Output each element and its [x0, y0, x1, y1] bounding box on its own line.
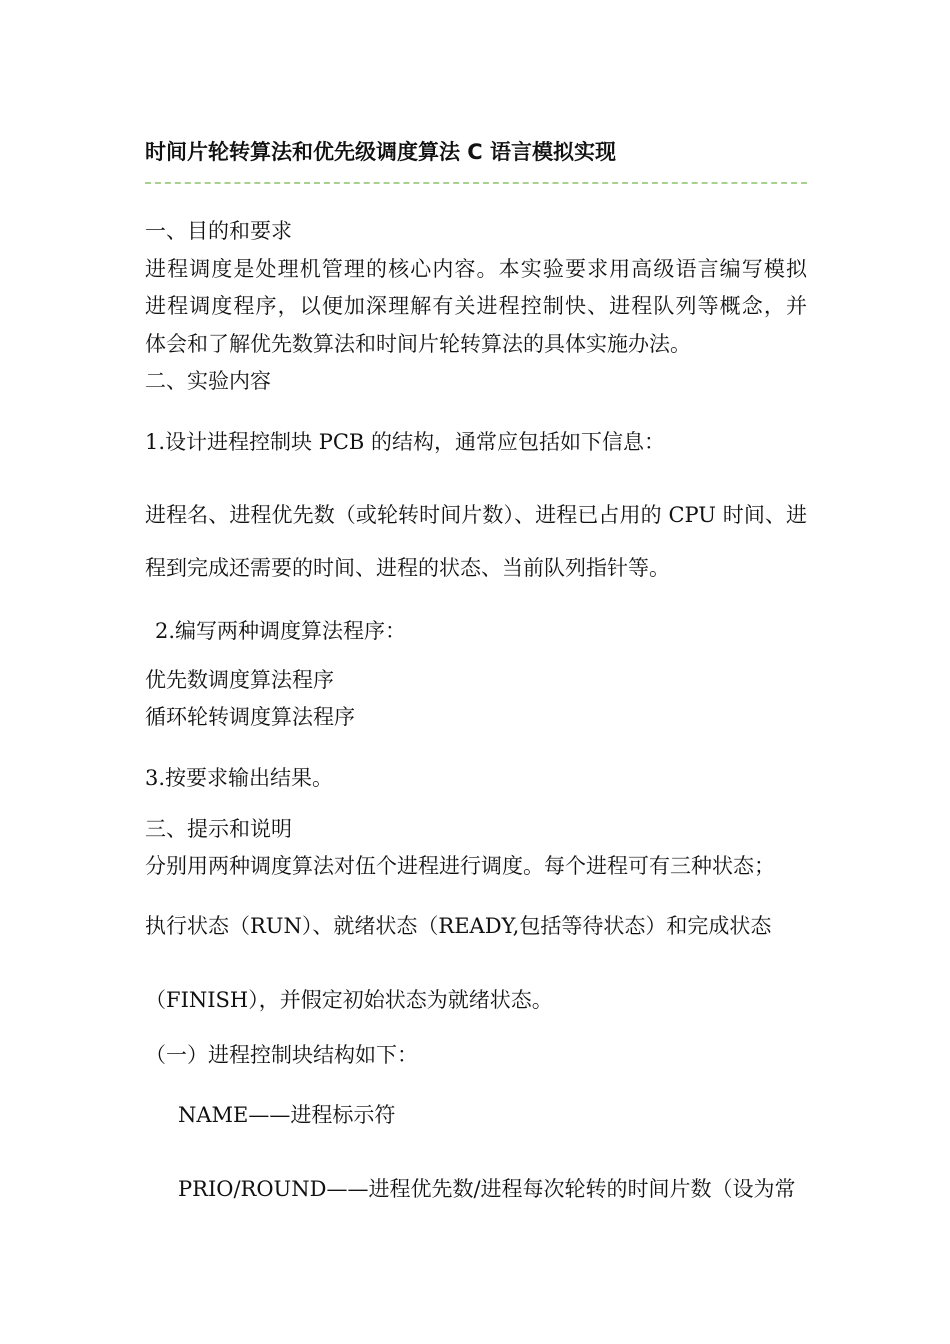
section-heading-hints: 三、提示和说明 [145, 817, 292, 841]
document-title: 时间片轮转算法和优先级调度算法 C 语言模拟实现 [145, 140, 617, 164]
paragraph-line: 进程调度是处理机管理的核心内容。本实验要求用高级语言编写模拟 [145, 257, 807, 281]
paragraph-line: 进程名、进程优先数（或轮转时间片数）、进程已占用的 CPU 时间、进 [145, 503, 807, 527]
list-item-algorithms: 2.编写两种调度算法程序： [155, 619, 407, 643]
paragraph-line: （FINISH），并假定初始状态为就绪状态。 [145, 988, 553, 1012]
list-item-output: 3.按要求输出结果。 [145, 766, 334, 790]
paragraph-line: 分别用两种调度算法对伍个进程进行调度。每个进程可有三种状态； [145, 854, 775, 878]
subsection-heading-pcb: （一）进程控制块结构如下： [145, 1043, 418, 1067]
list-item-pcb: 1.设计进程控制块 PCB 的结构，通常应包括如下信息： [145, 430, 666, 454]
paragraph-line: 进程调度程序，以便加深理解有关进程控制快、进程队列等概念，并 [145, 294, 807, 318]
paragraph-line: 优先数调度算法程序 [145, 668, 334, 692]
field-definition: NAME——进程标示符 [178, 1103, 396, 1127]
paragraph-line: 循环轮转调度算法程序 [145, 705, 355, 729]
title-divider [145, 182, 807, 184]
field-definition: PRIO/ROUND——进程优先数/进程每次轮转的时间片数（设为常 [178, 1177, 796, 1201]
paragraph-line: 程到完成还需要的时间、进程的状态、当前队列指针等。 [145, 556, 670, 580]
section-heading-objectives: 一、目的和要求 [145, 219, 292, 243]
section-heading-content: 二、实验内容 [145, 369, 271, 393]
paragraph-line: 执行状态（RUN）、就绪状态（READY,包括等待状态）和完成状态 [145, 914, 772, 938]
paragraph-line: 体会和了解优先数算法和时间片轮转算法的具体实施办法。 [145, 332, 691, 356]
